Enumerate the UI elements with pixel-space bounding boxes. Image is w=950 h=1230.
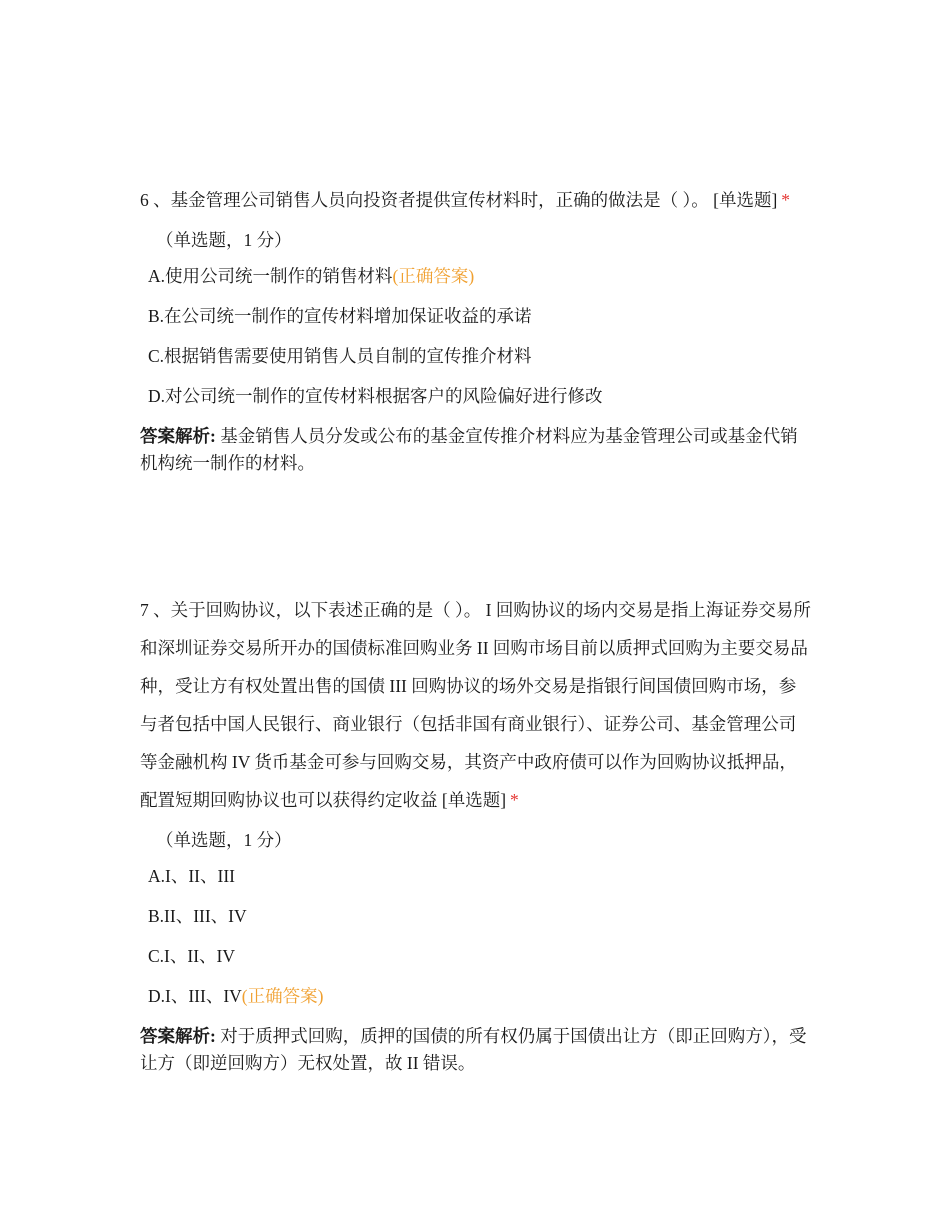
analysis-label: 答案解析: <box>140 1026 216 1046</box>
option-text: B.在公司统一制作的宣传材料增加保证收益的承诺 <box>148 306 532 326</box>
option-b[interactable] <box>148 303 812 329</box>
option-c[interactable] <box>148 343 812 369</box>
question-6 <box>140 181 812 477</box>
option-text: B.II、III、IV <box>148 906 247 926</box>
answer-analysis <box>140 423 812 477</box>
option-text: D.I、III、IV <box>148 986 242 1006</box>
question-7 <box>140 591 812 1077</box>
question-type-label: （单选题，1 分） <box>156 230 292 250</box>
question-type-label: （单选题，1 分） <box>156 830 292 850</box>
option-text: A.I、II、III <box>148 866 235 886</box>
answer-analysis <box>140 1023 812 1077</box>
question-stem-text: 6 、基金管理公司销售人员向投资者提供宣传材料时，正确的做法是（ ）。 [单选题] <box>140 190 778 210</box>
correct-answer-tag: (正确答案) <box>392 266 475 286</box>
analysis-text: 基金销售人员分发或公布的基金宣传推介材料应为基金管理公司或基金代销机构统一制作的材料。 <box>140 426 798 473</box>
option-text: D.对公司统一制作的宣传材料根据客户的风险偏好进行修改 <box>148 386 603 406</box>
option-d[interactable] <box>148 383 812 409</box>
option-c[interactable] <box>148 943 812 969</box>
option-text: C.根据销售需要使用销售人员自制的宣传推介材料 <box>148 346 532 366</box>
analysis-text: 对于质押式回购，质押的国债的所有权仍属于国债出让方（即正回购方），受让方（即逆回购方）无权处置，故 II 错误。 <box>140 1026 807 1073</box>
required-mark: * <box>510 790 519 810</box>
question-stem <box>140 591 812 819</box>
option-a[interactable] <box>148 863 812 889</box>
question-stem-text: 7 、关于回购协议，以下表述正确的是（ ）。 I 回购协议的场内交易是指上海证券交易所和深圳证券交易所开办的国债标准回购业务 II 回购市场目前以质押式回购为主要交易品种，受让方有权处置出售的国债 III 回购协议的场外交易是指银行间国债回购市场，参与者包括中国人民银行、商业银行（包括非国有商业银行）、证券公司、基金管理公司等金融机构 IV 货币基金可参与回购交易，其资产中政府债可以作为回购协议抵押品，配置短期回购协议也可以获得约定收益 [单选题] <box>140 600 811 810</box>
required-mark: * <box>781 190 791 210</box>
analysis-label: 答案解析: <box>140 426 216 446</box>
option-text: C.I、II、IV <box>148 946 235 966</box>
option-a[interactable] <box>148 263 812 289</box>
option-b[interactable] <box>148 903 812 929</box>
correct-answer-tag: (正确答案) <box>241 986 324 1006</box>
question-stem <box>140 181 812 219</box>
option-text: A.使用公司统一制作的销售材料 <box>148 266 393 286</box>
option-d[interactable] <box>148 983 812 1009</box>
